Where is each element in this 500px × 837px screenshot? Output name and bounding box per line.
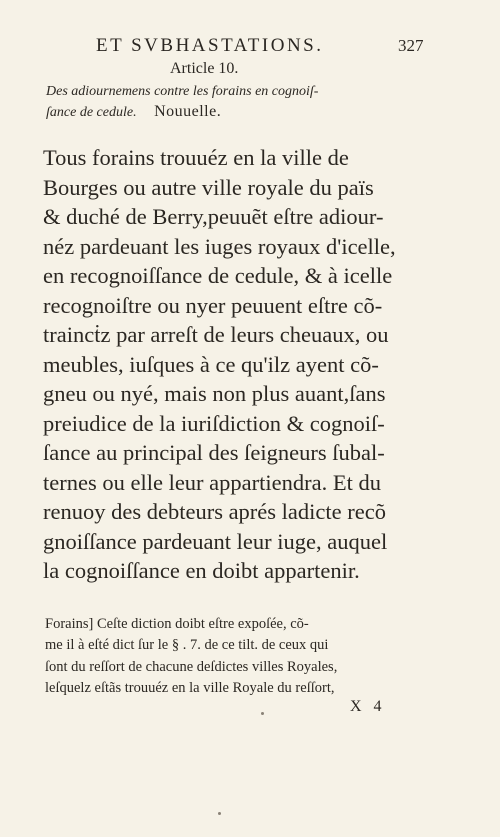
- heading-note: Nouuelle.: [154, 103, 222, 120]
- body-line: la cognoiſſance en doibt appartenir.: [43, 558, 360, 583]
- body-line: renuoy des debteurs aprés ladicte recõ: [43, 499, 386, 524]
- body-line: gneu ou nyé, mais non plus auant,ſans: [43, 381, 386, 406]
- gloss-note: [45, 614, 445, 699]
- article-number: Article 10.: [170, 60, 239, 77]
- gloss-line: me il à eſté dict ſur le § . 7. de ce tilt. de ceux qui: [45, 637, 329, 654]
- body-line: meubles, iuſques à ce qu'ilz ayent cõ-: [43, 351, 379, 377]
- signature-mark: X 4: [350, 698, 386, 715]
- body-text: [43, 143, 443, 586]
- body-line: Tous forains trouuéz en la ville de: [43, 145, 349, 170]
- gloss-line: ſont du reſſort de chacune deſdictes villes Royales,: [45, 658, 338, 675]
- gloss-line: Forains] Ceſte diction doibt eſtre expoſée, cõ-: [45, 616, 309, 632]
- body-line: néz pardeuant les iuges royaux d'icelle,: [43, 233, 396, 259]
- body-line: recognoiſtre ou nyer peuuent eſtre cõ-: [43, 292, 383, 318]
- body-line: Bourges ou autre ville royale du païs: [43, 174, 374, 200]
- heading-line-1: Des adiournemens contre les forains en cognoiſ-: [46, 84, 319, 99]
- body-line: ternes ou elle leur appartiendra. Et du: [43, 469, 381, 495]
- body-line: traincṫz par arreſt de leurs cheuaux, ou: [43, 322, 389, 347]
- page-number: 327: [398, 36, 424, 55]
- ink-speck: [218, 812, 221, 815]
- heading-italic-part: ſance de cedule.: [46, 105, 137, 120]
- section-heading: [46, 82, 446, 123]
- body-line: ſance au principal des ſeigneurs ſubal-: [43, 440, 385, 465]
- body-line: preiudice de la iuriſdiction & cognoiſ-: [43, 410, 385, 436]
- gloss-line: leſquelz eſtãs trouuéz en la ville Royale du reſſort,: [45, 679, 335, 696]
- body-line: en recognoiſſance de cedule, & à icelle: [43, 263, 393, 288]
- body-line: gnoiſſance pardeuant leur iuge, auquel: [43, 528, 388, 554]
- ink-speck: [261, 712, 264, 715]
- heading-line-2: [46, 102, 446, 123]
- running-title: ET SVBHASTATIONS.: [96, 35, 324, 56]
- body-line: & duché de Berry,peuuẽt eſtre adiour-: [43, 204, 384, 229]
